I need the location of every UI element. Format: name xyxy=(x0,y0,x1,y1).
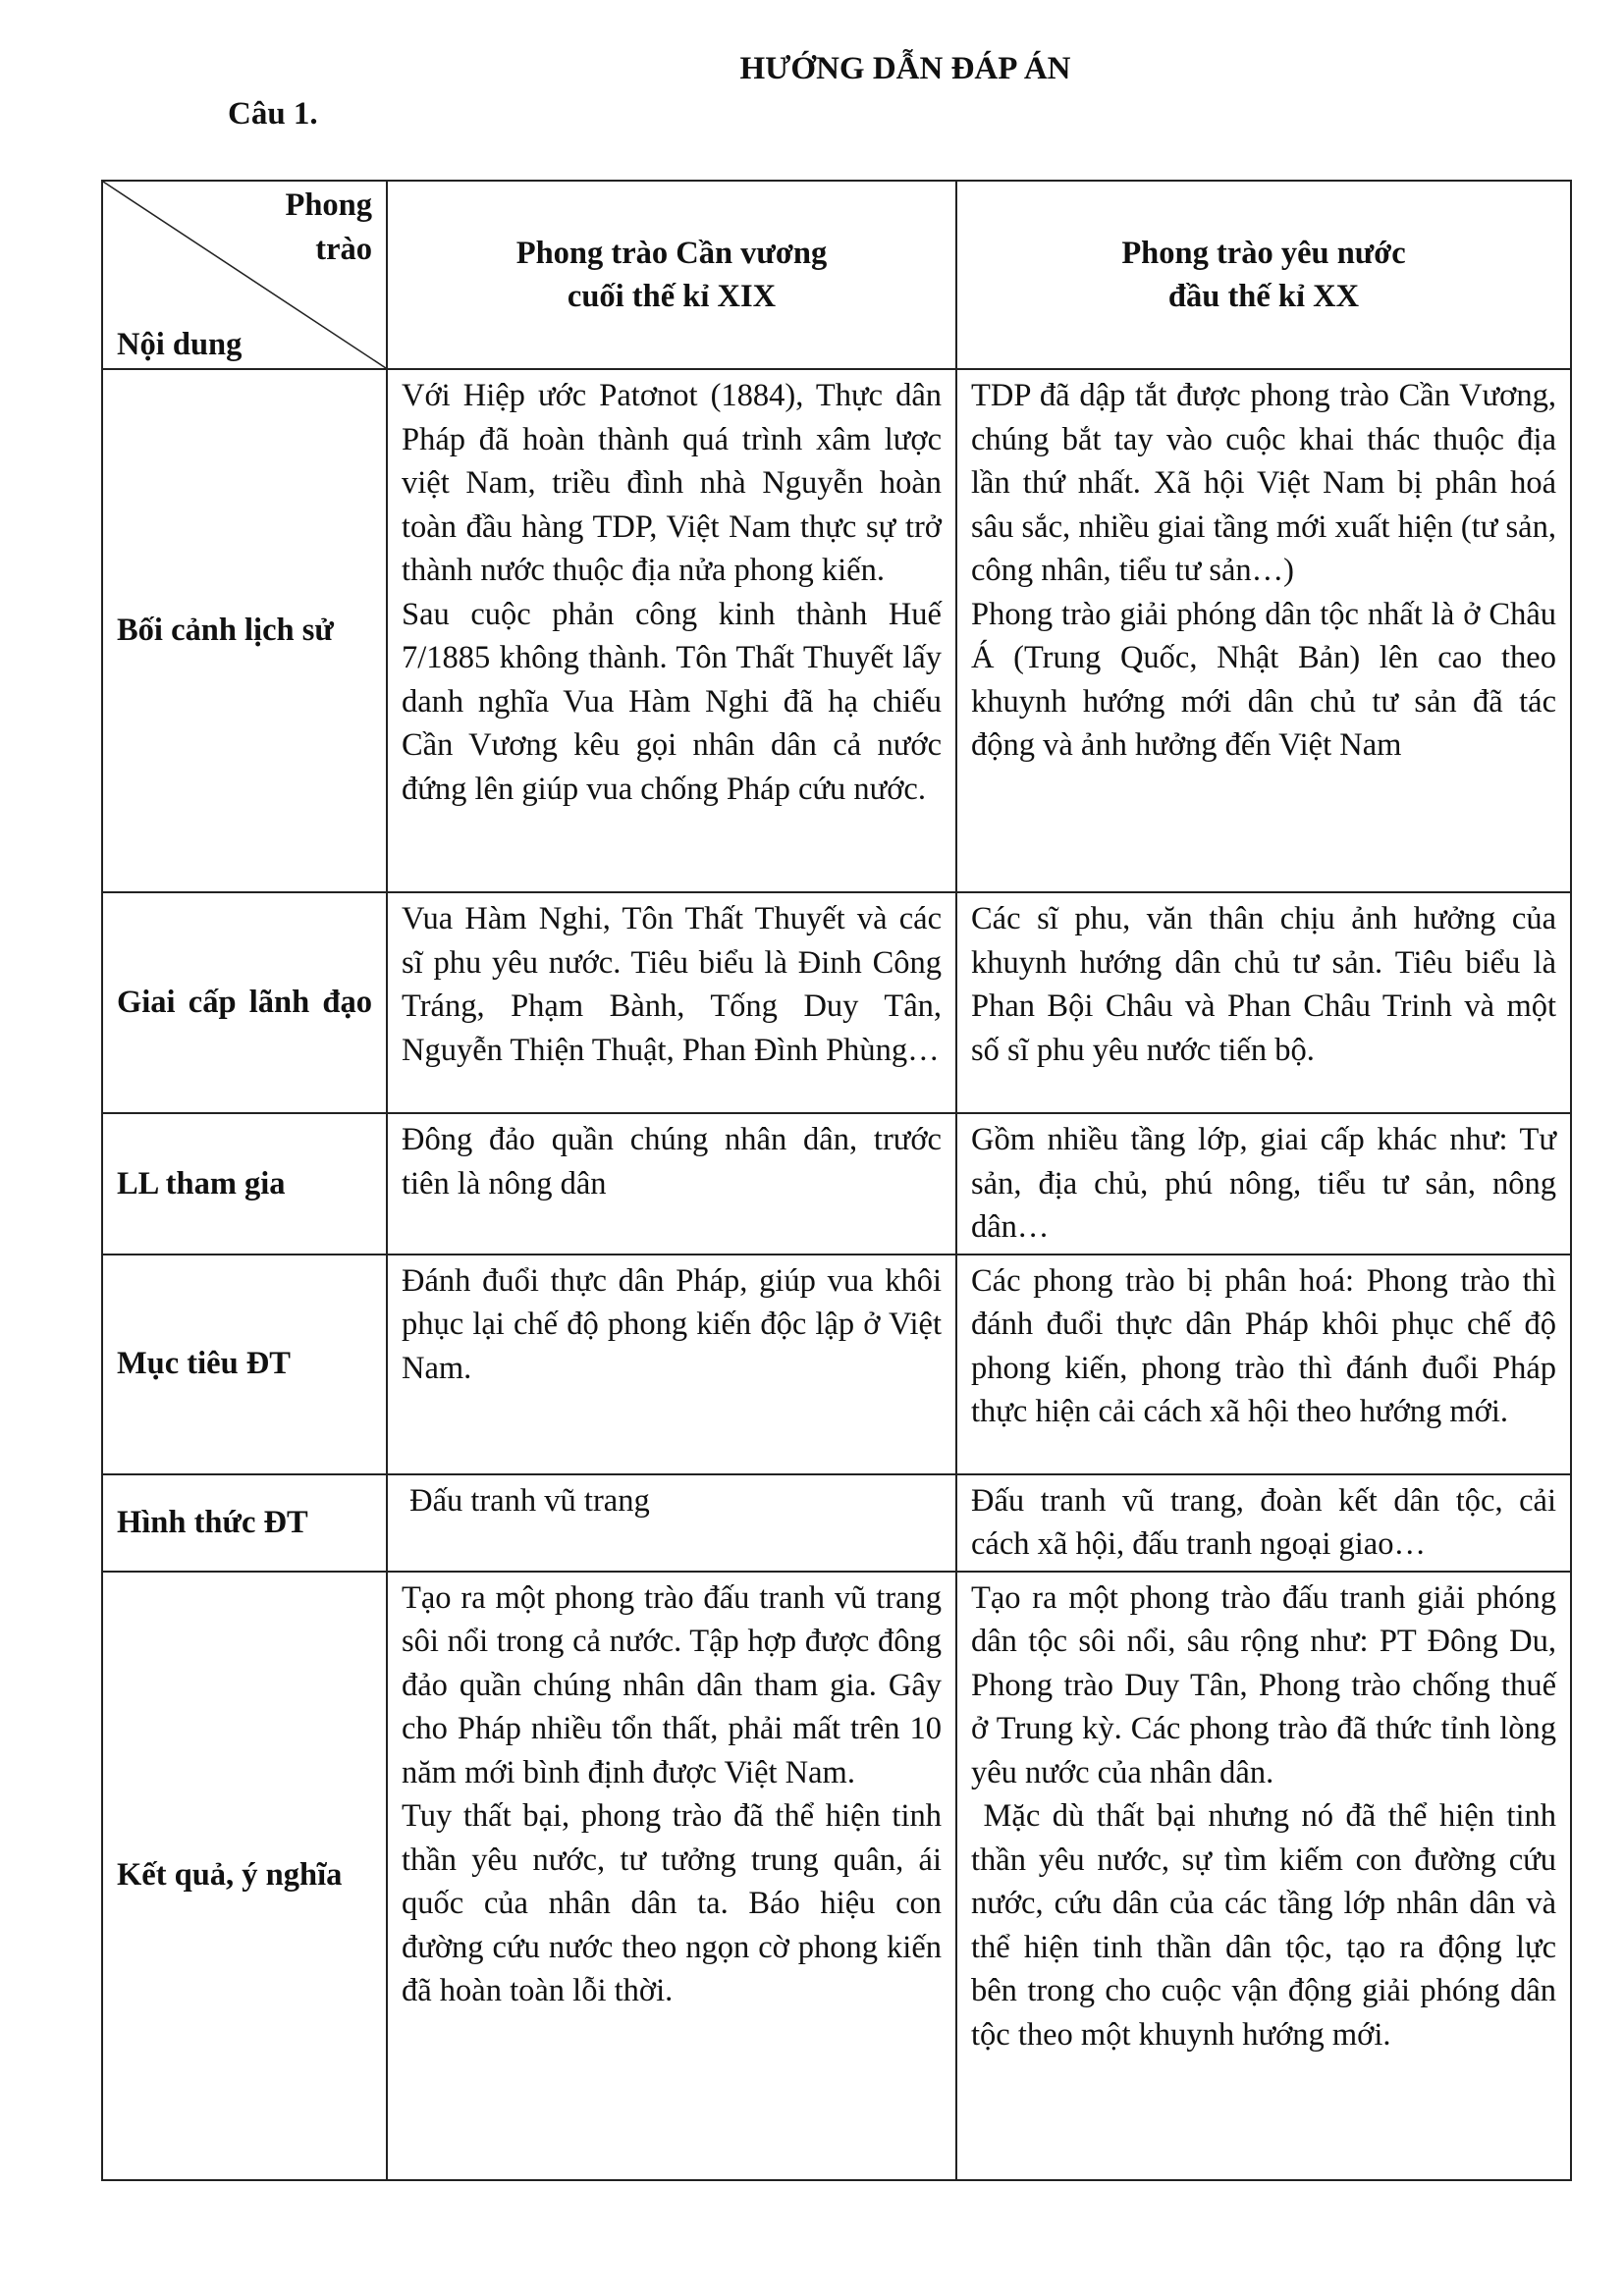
col1-header: Phong trào Cần vương cuối thế kỉ XIX xyxy=(387,181,956,369)
row-cell-col1: Vua Hàm Nghi, Tôn Thất Thuyết và các sĩ phu yêu nước. Tiêu biểu là Đinh Công Tráng, Phạm Bành, Tống Duy Tân, Nguyễn Thiện Thuật, Phan Đình Phùng… xyxy=(387,892,956,1113)
row-label: Giai cấp lãnh đạo xyxy=(102,892,387,1113)
table-row xyxy=(102,1474,1571,1572)
row-cell-col2: Đấu tranh vũ trang, đoàn kết dân tộc, cải cách xã hội, đấu tranh ngoại giao… xyxy=(956,1474,1571,1572)
corner-top-label: Phong trào xyxy=(285,187,372,267)
corner-cell xyxy=(102,181,387,369)
table-row xyxy=(102,1255,1571,1474)
row-label: Mục tiêu ĐT xyxy=(102,1255,387,1474)
row-cell-col1: Đấu tranh vũ trang xyxy=(387,1474,956,1572)
row-cell-col1: Với Hiệp ước Patơnot (1884), Thực dân Pháp đã hoàn thành quá trình xâm lược việt Nam, triều đình nhà Nguyễn hoàn toàn đầu hàng TDP, Việt Nam thực sự trở thành nước thuộc địa nửa phong kiến. Sau cuộc phản công kinh thành Huế 7/1885 không thành. Tôn Thất Thuyết lấy danh nghĩa Vua Hàm Nghi đã hạ chiếu Cần Vương kêu gọi nhân dân cả nước đứng lên giúp vua chống Pháp cứu nước. xyxy=(387,369,956,892)
row-cell-col2: Gồm nhiều tầng lớp, giai cấp khác như: Tư sản, địa chủ, phú nông, tiểu tư sản, nông dân… xyxy=(956,1113,1571,1255)
table-row xyxy=(102,369,1571,892)
row-cell-col1: Đánh đuổi thực dân Pháp, giúp vua khôi phục lại chế độ phong kiến độc lập ở Việt Nam. xyxy=(387,1255,956,1474)
table-row xyxy=(102,892,1571,1113)
table-row xyxy=(102,1572,1571,2180)
comparison-table xyxy=(101,180,1572,2181)
table-row xyxy=(102,1113,1571,1255)
corner-bottom-label: Nội dung xyxy=(117,326,243,362)
row-label: Bối cảnh lịch sử xyxy=(102,369,387,892)
page-title: HƯỚNG DẪN ĐÁP ÁN xyxy=(739,51,1071,86)
row-label: Hình thức ĐT xyxy=(102,1474,387,1572)
col2-header: Phong trào yêu nước đầu thế kỉ XX xyxy=(956,181,1571,369)
row-cell-col2: TDP đã dập tắt được phong trào Cần Vương, chúng bắt tay vào cuộc khai thác thuộc địa lần thứ nhất. Xã hội Việt Nam bị phân hoá sâu sắc, nhiều giai tầng mới xuất hiện (tư sản, công nhân, tiểu tư sản…) Phong trào giải phóng dân tộc nhất là ở Châu Á (Trung Quốc, Nhật Bản) lên cao theo khuynh hướng mới dân chủ tư sản đã tác động và ảnh hưởng đến Việt Nam xyxy=(956,369,1571,892)
question-label: Câu 1. xyxy=(228,96,318,132)
row-cell-col2: Các sĩ phu, văn thân chịu ảnh hưởng của khuynh hướng dân chủ tư sản. Tiêu biểu là Phan Bội Châu và Phan Châu Trinh và một số sĩ phu yêu nước tiến bộ. xyxy=(956,892,1571,1113)
row-cell-col1: Tạo ra một phong trào đấu tranh vũ trang sôi nổi trong cả nước. Tập hợp được đông đảo quần chúng nhân dân tham gia. Gây cho Pháp nhiều tổn thất, phải mất trên 10 năm mới bình định được Việt Nam. Tuy thất bại, phong trào đã thể hiện tinh thần yêu nước, tư tưởng trung quân, ái quốc của nhân dân ta. Báo hiệu con đường cứu nước theo ngọn cờ phong kiến đã hoàn toàn lỗi thời. xyxy=(387,1572,956,2180)
row-cell-col2: Các phong trào bị phân hoá: Phong trào thì đánh đuổi thực dân Pháp khôi phục chế độ phong kiến, phong trào thì đánh đuổi Pháp thực hiện cải cách xã hội theo hướng mới. xyxy=(956,1255,1571,1474)
row-cell-col2: Tạo ra một phong trào đấu tranh giải phóng dân tộc sôi nổi, sâu rộng như: PT Đông Du, Phong trào Duy Tân, Phong trào chống thuế ở Trung kỳ. Các phong trào đã thức tỉnh lòng yêu nước của nhân dân. Mặc dù thất bại nhưng nó đã thể hiện tinh thần yêu nước, sự tìm kiếm con đường cứu nước, cứu dân của các tầng lớp nhân dân và thể hiện tinh thần dân tộc, tạo ra động lực bên trong cho cuộc vận động giải phóng dân tộc theo một khuynh hướng mới. xyxy=(956,1572,1571,2180)
table-header-row xyxy=(102,181,1571,369)
row-label: Kết quả, ý nghĩa xyxy=(102,1572,387,2180)
row-label: LL tham gia xyxy=(102,1113,387,1255)
row-cell-col1: Đông đảo quần chúng nhân dân, trước tiên là nông dân xyxy=(387,1113,956,1255)
